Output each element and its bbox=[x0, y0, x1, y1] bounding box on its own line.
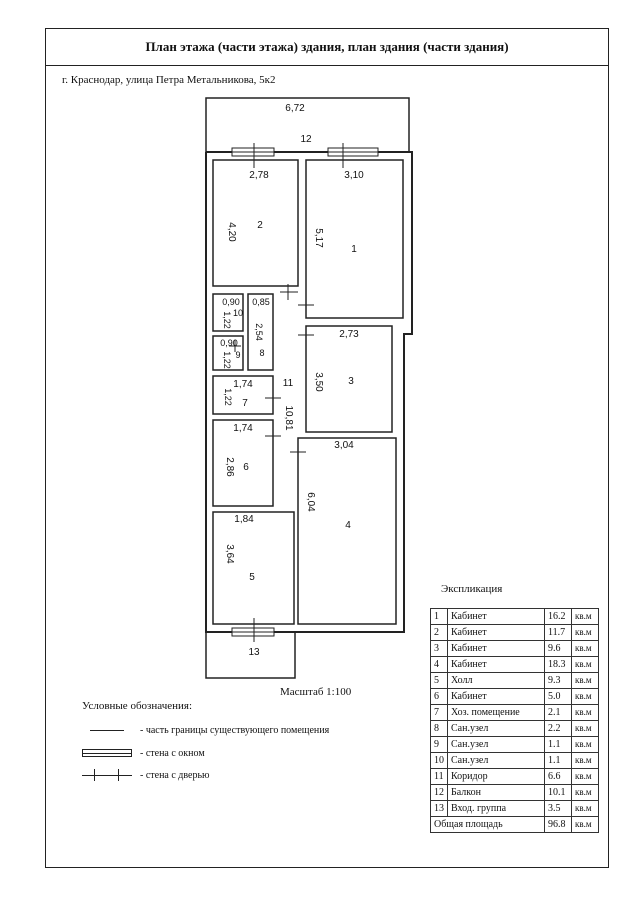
room-name: Балкон bbox=[448, 785, 545, 801]
room-name: Кабинет bbox=[448, 609, 545, 625]
room-1-width: 3,10 bbox=[344, 170, 364, 181]
room-1-height: 5,17 bbox=[313, 228, 324, 248]
explication-title: Экспликация bbox=[441, 583, 503, 595]
legend-line-symbol bbox=[82, 724, 132, 736]
area-unit: кв.м bbox=[572, 817, 599, 833]
room-8-number: 8 bbox=[259, 348, 265, 358]
room-area: 3.5 bbox=[545, 801, 572, 817]
room-3-height: 3,50 bbox=[313, 372, 324, 392]
row-number: 10 bbox=[431, 753, 448, 769]
legend-window-text: - стена с окном bbox=[140, 747, 205, 759]
room-area: 16.2 bbox=[545, 609, 572, 625]
room-area: 11.7 bbox=[545, 625, 572, 641]
room-8-height: 2,54 bbox=[254, 323, 264, 341]
room-4-height: 6,04 bbox=[305, 492, 316, 512]
legend-window-row bbox=[82, 747, 205, 759]
room-name: Холл bbox=[448, 673, 545, 689]
row-number: 6 bbox=[431, 689, 448, 705]
row-number: 4 bbox=[431, 657, 448, 673]
room-2-height: 4,20 bbox=[226, 222, 237, 242]
legend-door-symbol bbox=[82, 769, 132, 781]
room-area: 9.3 bbox=[545, 673, 572, 689]
room-area: 18.3 bbox=[545, 657, 572, 673]
area-unit: кв.м bbox=[572, 641, 599, 657]
total-area: 96.8 bbox=[545, 817, 572, 833]
room-name: Кабинет bbox=[448, 657, 545, 673]
area-unit: кв.м bbox=[572, 625, 599, 641]
room-name: Хоз. помещение bbox=[448, 705, 545, 721]
explication-row bbox=[431, 801, 599, 817]
row-number: 5 bbox=[431, 673, 448, 689]
area-unit: кв.м bbox=[572, 721, 599, 737]
legend-line-text: - часть границы существующего помещения bbox=[140, 724, 330, 736]
row-number: 12 bbox=[431, 785, 448, 801]
area-unit: кв.м bbox=[572, 769, 599, 785]
room-9-number: 9 bbox=[235, 350, 241, 360]
explication-table bbox=[430, 608, 599, 833]
legend-line-row bbox=[82, 724, 329, 736]
legend-door-text: - стена с дверью bbox=[140, 769, 210, 781]
room-5-number: 5 bbox=[249, 572, 255, 583]
room-area: 1.1 bbox=[545, 737, 572, 753]
legend-title: Условные обозначения: bbox=[82, 700, 193, 712]
room-8-width: 0,85 bbox=[252, 297, 270, 307]
area-unit: кв.м bbox=[572, 705, 599, 721]
balcony-width: 6,72 bbox=[285, 103, 305, 114]
room-5-height: 3,64 bbox=[224, 544, 235, 564]
area-unit: кв.м bbox=[572, 657, 599, 673]
row-number: 3 bbox=[431, 641, 448, 657]
room-name: Кабинет bbox=[448, 689, 545, 705]
explication-row bbox=[431, 609, 599, 625]
area-unit: кв.м bbox=[572, 737, 599, 753]
row-number: 9 bbox=[431, 737, 448, 753]
room-name: Сан.узел bbox=[448, 721, 545, 737]
room-area: 10.1 bbox=[545, 785, 572, 801]
area-unit: кв.м bbox=[572, 609, 599, 625]
explication-row bbox=[431, 657, 599, 673]
room-3-width: 2,73 bbox=[339, 329, 359, 340]
room-name: Кабинет bbox=[448, 625, 545, 641]
area-unit: кв.м bbox=[572, 785, 599, 801]
explication-row bbox=[431, 753, 599, 769]
sheet-title: План этажа (части этажа) здания, план здания (части здания) bbox=[45, 28, 609, 66]
room-3-number: 3 bbox=[348, 376, 354, 387]
row-number: 1 bbox=[431, 609, 448, 625]
room-1-number: 1 bbox=[351, 244, 357, 255]
entrance-number: 13 bbox=[248, 647, 260, 658]
explication-row bbox=[431, 689, 599, 705]
explication-row bbox=[431, 785, 599, 801]
room-6-number: 6 bbox=[243, 462, 249, 473]
room-area: 6.6 bbox=[545, 769, 572, 785]
row-number: 2 bbox=[431, 625, 448, 641]
area-unit: кв.м bbox=[572, 689, 599, 705]
row-number: 7 bbox=[431, 705, 448, 721]
room-4-width: 3,04 bbox=[334, 440, 354, 451]
area-unit: кв.м bbox=[572, 673, 599, 689]
room-2-number: 2 bbox=[257, 220, 263, 231]
corridor-number: 11 bbox=[282, 378, 294, 389]
explication-row bbox=[431, 673, 599, 689]
explication-row bbox=[431, 721, 599, 737]
row-number: 13 bbox=[431, 801, 448, 817]
corridor-length: 10,81 bbox=[283, 405, 294, 431]
explication-row bbox=[431, 769, 599, 785]
room-area: 9.6 bbox=[545, 641, 572, 657]
room-4-number: 4 bbox=[345, 520, 351, 531]
room-area: 2.1 bbox=[545, 705, 572, 721]
room-name: Коридор bbox=[448, 769, 545, 785]
room-name: Сан.узел bbox=[448, 737, 545, 753]
explication-row bbox=[431, 625, 599, 641]
row-number: 8 bbox=[431, 721, 448, 737]
room-area: 2.2 bbox=[545, 721, 572, 737]
room-area: 1.1 bbox=[545, 753, 572, 769]
room-5-outline bbox=[213, 512, 294, 624]
room-7-width: 1,74 bbox=[233, 379, 253, 390]
room-10-height: 1,22 bbox=[222, 311, 232, 329]
explication-total-row bbox=[431, 817, 599, 833]
legend-window-symbol bbox=[82, 747, 132, 759]
area-unit: кв.м bbox=[572, 801, 599, 817]
room-9-width: 0,90 bbox=[220, 338, 238, 348]
total-label: Общая площадь bbox=[431, 817, 545, 833]
room-10-width: 0,90 bbox=[222, 297, 240, 307]
scale-label: Масштаб 1:100 bbox=[280, 686, 352, 698]
room-10-number: 10 bbox=[232, 308, 244, 318]
room-4-outline bbox=[298, 438, 396, 624]
room-name: Кабинет bbox=[448, 641, 545, 657]
room-name: Вход. группа bbox=[448, 801, 545, 817]
room-2-width: 2,78 bbox=[249, 170, 269, 181]
legend-door-row bbox=[82, 769, 210, 781]
balcony-number: 12 bbox=[300, 134, 312, 145]
room-9-height: 1,22 bbox=[222, 351, 232, 369]
area-unit: кв.м bbox=[572, 753, 599, 769]
explication-row bbox=[431, 641, 599, 657]
room-name: Сан.узел bbox=[448, 753, 545, 769]
address: г. Краснодар, улица Петра Метальникова, 5к2 bbox=[62, 74, 276, 86]
room-7-number: 7 bbox=[242, 398, 248, 409]
row-number: 11 bbox=[431, 769, 448, 785]
room-6-height: 2,86 bbox=[224, 457, 235, 477]
explication-row bbox=[431, 705, 599, 721]
room-5-width: 1,84 bbox=[234, 514, 254, 525]
room-7-height: 1,22 bbox=[223, 388, 233, 406]
explication-row bbox=[431, 737, 599, 753]
room-6-width: 1,74 bbox=[233, 423, 253, 434]
room-area: 5.0 bbox=[545, 689, 572, 705]
